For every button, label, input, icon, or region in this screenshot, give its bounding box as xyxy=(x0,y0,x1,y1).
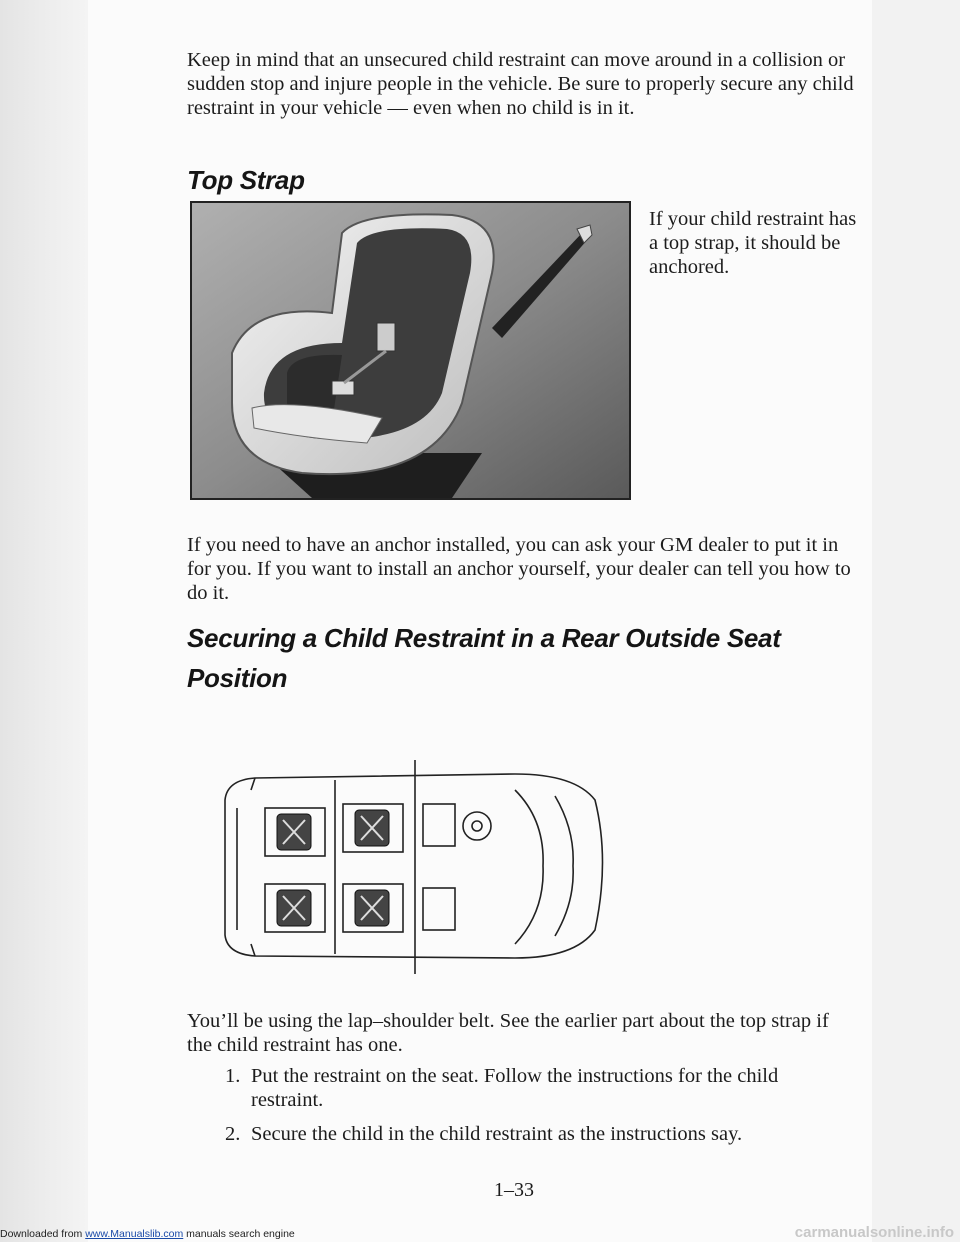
anchor-paragraph: If you need to have an anchor installed, you can ask your GM dealer to put it in for you. If you want to install an anchor yourself, your dealer can tell you how to do it. xyxy=(187,534,851,604)
vehicle-seating-diagram xyxy=(215,760,617,975)
van-topview-illustration xyxy=(215,760,617,975)
step-number: 2. xyxy=(225,1123,241,1145)
step-number: 1. xyxy=(225,1065,241,1087)
footer-suffix: manuals search engine xyxy=(183,1228,295,1240)
child-seat-illustration xyxy=(192,203,629,498)
page-number: 1–33 xyxy=(494,1179,534,1201)
footer-prefix: Downloaded from xyxy=(0,1228,86,1240)
right-margin xyxy=(872,0,960,1242)
watermark: carmanualsonline.info xyxy=(794,1224,954,1241)
step-text: Secure the child in the child restraint as the instructions say. xyxy=(251,1123,743,1145)
heading-securing-child-restraint: Securing a Child Restraint in a Rear Outside Seat Position xyxy=(187,623,781,693)
step-text: Put the restraint on the seat. Follow the instructions for the child restraint. xyxy=(251,1065,779,1111)
child-seat-photo xyxy=(190,201,631,500)
heading-top-strap: Top Strap xyxy=(187,165,305,195)
top-strap-description: If your child restraint has a top strap, it should be anchored. xyxy=(649,208,857,278)
manualslib-link[interactable]: www.Manualslib.com xyxy=(85,1228,184,1240)
lap-shoulder-paragraph: You’ll be using the lap–shoulder belt. See the earlier part about the top strap if the child restraint has one. xyxy=(187,1010,829,1056)
intro-paragraph: Keep in mind that an unsecured child restraint can move around in a collision or sudden stop and injure people in the vehicle. Be sure to properly secure any child restraint in your vehicle — even when no child is in it. xyxy=(187,49,854,119)
download-footer xyxy=(0,1228,295,1240)
left-margin xyxy=(0,0,88,1242)
